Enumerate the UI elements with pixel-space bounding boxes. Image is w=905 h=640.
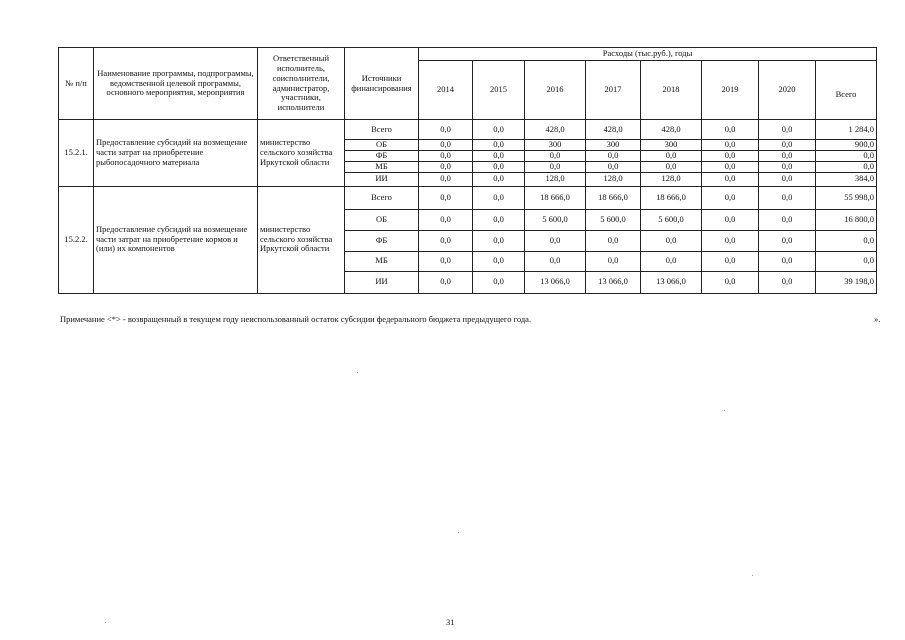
year-value-cell: 0,0 (641, 150, 702, 161)
year-value-cell: 300 (525, 140, 586, 151)
year-value-cell: 0,0 (641, 230, 702, 251)
year-value-cell: 18 666,0 (525, 186, 586, 209)
year-value-cell: 18 666,0 (641, 186, 702, 209)
total-value-cell: 0,0 (816, 251, 877, 271)
funding-source: МБ (345, 251, 419, 271)
table-row (59, 120, 877, 140)
col-header-year: 2019 (702, 61, 759, 120)
year-value-cell: 0,0 (586, 150, 641, 161)
year-value-cell: 300 (586, 140, 641, 151)
year-value-cell: 0,0 (419, 271, 473, 293)
year-value-cell: 0,0 (473, 251, 525, 271)
year-value-cell: 0,0 (525, 161, 586, 172)
funding-source: МБ (345, 161, 419, 172)
col-header-year: 2020 (759, 61, 816, 120)
year-value-cell: 428,0 (525, 120, 586, 140)
scan-speck (458, 532, 459, 533)
year-value-cell: 0,0 (702, 230, 759, 251)
col-header-year: 2016 (525, 61, 586, 120)
year-value-cell: 0,0 (473, 172, 525, 186)
col-header-responsible: Ответственный исполнитель, соисполнители, администратор, участники, исполнители (258, 48, 345, 120)
year-value-cell: 0,0 (641, 251, 702, 271)
funding-source: ОБ (345, 140, 419, 151)
year-value-cell: 0,0 (525, 251, 586, 271)
page-number: 31 (446, 617, 455, 627)
year-value-cell: 0,0 (473, 271, 525, 293)
year-value-cell: 0,0 (759, 251, 816, 271)
year-value-cell: 0,0 (759, 271, 816, 293)
col-header-year: 2015 (473, 61, 525, 120)
col-header-year: 2014 (419, 61, 473, 120)
year-value-cell: 0,0 (473, 161, 525, 172)
scan-speck (105, 622, 106, 623)
total-value-cell: 0,0 (816, 150, 877, 161)
year-value-cell: 128,0 (525, 172, 586, 186)
funding-source: ИИ (345, 172, 419, 186)
year-value-cell: 0,0 (586, 161, 641, 172)
funding-source: Всего (345, 120, 419, 140)
col-header-year: 2017 (586, 61, 641, 120)
year-value-cell: 0,0 (586, 230, 641, 251)
year-value-cell: 0,0 (586, 251, 641, 271)
year-value-cell: 0,0 (419, 172, 473, 186)
col-header-total: Всего (816, 61, 877, 120)
year-value-cell: 0,0 (525, 150, 586, 161)
scan-speck (724, 410, 725, 411)
year-value-cell: 0,0 (702, 140, 759, 151)
funding-source: Всего (345, 186, 419, 209)
year-value-cell: 0,0 (759, 140, 816, 151)
funding-source: ИИ (345, 271, 419, 293)
budget-table (58, 47, 877, 294)
year-value-cell: 0,0 (759, 120, 816, 140)
scan-speck (357, 372, 358, 373)
funding-source: ОБ (345, 209, 419, 230)
year-value-cell: 0,0 (702, 251, 759, 271)
year-value-cell: 0,0 (641, 161, 702, 172)
total-value-cell: 1 284,0 (816, 120, 877, 140)
year-value-cell: 5 600,0 (641, 209, 702, 230)
measure-name: Предоставление субсидий на возмещение части затрат на приобретение рыбопосадочного материала (94, 120, 258, 187)
year-value-cell: 0,0 (759, 230, 816, 251)
year-value-cell: 0,0 (473, 230, 525, 251)
year-value-cell: 0,0 (473, 120, 525, 140)
year-value-cell: 128,0 (586, 172, 641, 186)
year-value-cell: 13 066,0 (586, 271, 641, 293)
year-value-cell: 0,0 (702, 172, 759, 186)
year-value-cell: 0,0 (419, 186, 473, 209)
row-number: 15.2.2. (59, 186, 94, 293)
year-value-cell: 0,0 (702, 161, 759, 172)
total-value-cell: 384,0 (816, 172, 877, 186)
year-value-cell: 0,0 (419, 161, 473, 172)
total-value-cell: 900,0 (816, 140, 877, 151)
col-header-name: Наименование программы, подпрограммы, ведомственной целевой программы, основного мероприятия, мероприятия (94, 48, 258, 120)
closing-quote: ». (874, 314, 881, 324)
year-value-cell: 0,0 (702, 271, 759, 293)
year-value-cell: 0,0 (759, 209, 816, 230)
col-header-expenses: Расходы (тыс.руб.), годы (419, 48, 877, 61)
year-value-cell: 0,0 (525, 230, 586, 251)
total-value-cell: 55 998,0 (816, 186, 877, 209)
year-value-cell: 5 600,0 (525, 209, 586, 230)
total-value-cell: 0,0 (816, 230, 877, 251)
year-value-cell: 0,0 (759, 172, 816, 186)
year-value-cell: 5 600,0 (586, 209, 641, 230)
year-value-cell: 0,0 (419, 150, 473, 161)
col-header-source: Источники финансирования (345, 48, 419, 120)
year-value-cell: 0,0 (419, 120, 473, 140)
year-value-cell: 0,0 (759, 186, 816, 209)
year-value-cell: 300 (641, 140, 702, 151)
responsible-party: министерство сельского хозяйства Иркутской области (258, 186, 345, 293)
year-value-cell: 0,0 (473, 140, 525, 151)
year-value-cell: 0,0 (702, 120, 759, 140)
year-value-cell: 0,0 (759, 150, 816, 161)
year-value-cell: 18 666,0 (586, 186, 641, 209)
funding-source: ФБ (345, 230, 419, 251)
year-value-cell: 0,0 (419, 230, 473, 251)
col-header-num: № п/п (59, 48, 94, 120)
measure-name: Предоставление субсидий на возмещение части затрат на приобретение кормов и (или) их компонентов (94, 186, 258, 293)
year-value-cell: 0,0 (702, 150, 759, 161)
total-value-cell: 16 800,0 (816, 209, 877, 230)
scan-speck (752, 575, 753, 576)
year-value-cell: 0,0 (419, 209, 473, 230)
year-value-cell: 0,0 (473, 209, 525, 230)
year-value-cell: 0,0 (702, 209, 759, 230)
year-value-cell: 0,0 (759, 161, 816, 172)
responsible-party: министерство сельского хозяйства Иркутской области (258, 120, 345, 187)
year-value-cell: 0,0 (702, 186, 759, 209)
footnote: Примечание <*> - возвращенный в текущем году неиспользованный остаток субсидии федерального бюджета предыдущего года. (60, 314, 532, 324)
total-value-cell: 39 198,0 (816, 271, 877, 293)
year-value-cell: 0,0 (473, 186, 525, 209)
year-value-cell: 0,0 (419, 140, 473, 151)
year-value-cell: 13 066,0 (525, 271, 586, 293)
year-value-cell: 13 066,0 (641, 271, 702, 293)
total-value-cell: 0,0 (816, 161, 877, 172)
row-number: 15.2.1. (59, 120, 94, 187)
year-value-cell: 428,0 (586, 120, 641, 140)
year-value-cell: 128,0 (641, 172, 702, 186)
year-value-cell: 428,0 (641, 120, 702, 140)
col-header-year: 2018 (641, 61, 702, 120)
year-value-cell: 0,0 (419, 251, 473, 271)
year-value-cell: 0,0 (473, 150, 525, 161)
funding-source: ФБ (345, 150, 419, 161)
table-row (59, 186, 877, 209)
